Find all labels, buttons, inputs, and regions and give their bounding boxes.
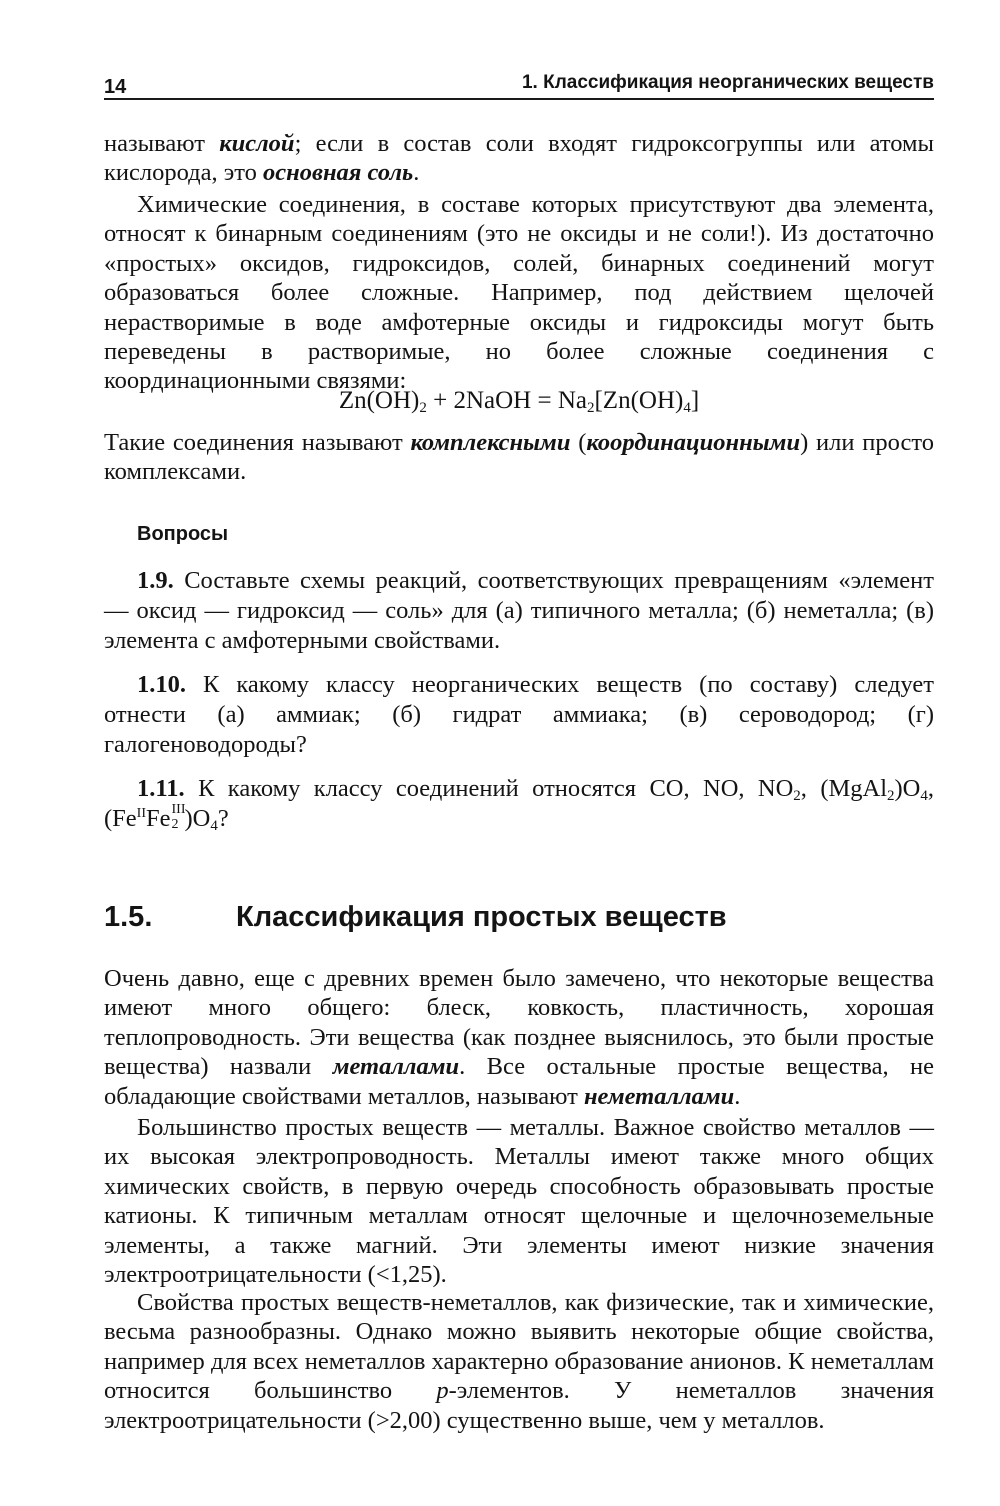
question-1-9: 1.9. Составьте схемы реакций, соответствующих превращениям «элемент — оксид — гидроксид — соль» для (а) типичного металла; (б) неметалла; (в) элемента с амфотерными свойствами. [104,567,934,654]
term-complex: комплексными [410,429,571,456]
section-title: Классификация простых веществ [236,901,727,933]
question-1-11: 1.11. К какому классу соединений относятся CO, NO, $NO_2$, $(MgAl_2)O_4$, ($Fe^{II}Fe$ III 2 )$O_4$? [104,775,934,834]
running-title: 1. Классификация неорганических веществ [521,72,934,93]
question-1-10: 1.10. К какому классу неорганических веществ (по составу) следует отнести (а) аммиак; (б) гидрат аммиака; (в) сероводород; (г) галогеноводороды? [104,671,934,758]
p-letter: p [436,1377,449,1405]
term-coordination: координационными [586,429,801,456]
section-paragraph-1: Очень давно, еще с древних времен было замечено, что некоторые вещества имеют много общего: блеск, ковкость, пластичность, хорошая теплопроводность. Эти вещества (как позднее выяснилось, это были простые вещества) назвали металлами. Все остальные простые вещества, не обладающие свойствами металлов, называют неметаллами. [104,965,935,1110]
section-paragraph-3: Свойства простых веществ-неметаллов, как физические, так и химические, весьма разнообразны. Однако можно выявить некоторые общие свойства, например для всех неметаллов характерно образование анионов. К неметаллам относится большинство p-элементов. У неметаллов значения электроотрицательности (>2,00) существенно выше, чем у металлов. [104,1289,934,1434]
questions-heading: Вопросы [137,523,229,545]
reaction-formula: $Zn(OH)_2$ + 2NaOH = $Na_2[Zn(OH)_4]$ [338,387,700,416]
term-acidic: кислой [219,130,295,157]
question-number: 1.11. [137,775,185,802]
intro-paragraph-2: Химические соединения, в составе которых присутствуют два элемента, относят к бинарным соединениям (это не оксиды и не соли!). Из достаточно «простых» оксидов, гидроксидов, солей, бинарных соединений могут образоваться более сложные. Например, под действием щелочей нерастворимые в воде амфотерные оксиды и гидроксиды могут быть переведены в растворимые, но более сложные соединения с координационными связями: [104,191,934,395]
page-header [104,68,934,100]
term-basic-salt: основная соль [263,159,414,187]
section-number: 1.5. [104,901,153,933]
term-nonmetals: неметаллами [583,1082,735,1110]
question-number: 1.9. [137,567,174,594]
section-paragraph-2: Большинство простых веществ — металлы. Важное свойство металлов — их высокая электропроводность. Металлы имеют также много общих химических свойств, в первую очередь способность образовывать простые катионы. К типичным металлам относят щелочные и щелочноземельные элементы, а также магний. Эти элементы имеют низкие значения электроотрицательности (<1,25). [104,1114,934,1289]
page-number: 14 [104,76,127,98]
intro-paragraph-3: Такие соединения называют комплексными (координационными) или просто комплексами. [104,429,934,486]
question-number: 1.10. [137,671,186,698]
intro-paragraph-1: называют кислой; если в состав соли входят гидроксогруппы или атомы кислорода, это основная соль. [104,130,934,187]
term-metals: металлами [332,1053,460,1081]
section-heading [104,897,934,937]
